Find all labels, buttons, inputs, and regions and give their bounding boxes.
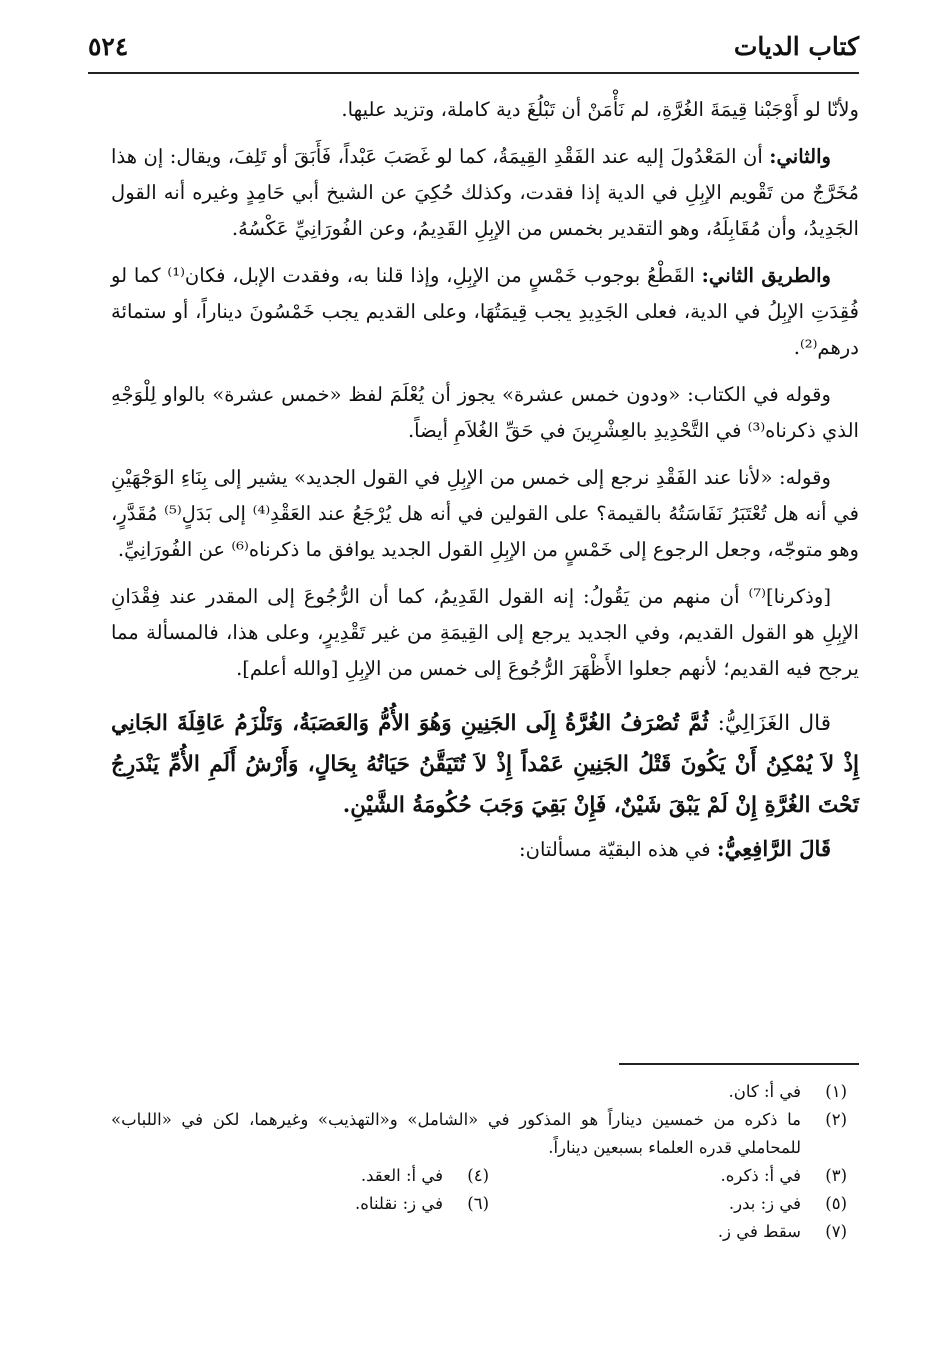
- ghazali-matn: [111, 703, 859, 826]
- footnote-number: (٥): [825, 1194, 847, 1213]
- paragraph: [111, 460, 859, 568]
- footnote-number: (٦): [467, 1194, 489, 1213]
- paragraph-lead: والثاني:: [769, 145, 831, 168]
- paragraph-text: وقوله في الكتاب: «ودون خمس عشرة» يجوز أن يُعْلَمَ لفظ «خمس عشرة» بالواو لِلْوَجْهِ الذي ذكرناه⁽³⁾ في التَّحْدِيدِ بالعِشْرِينَ في حَقِّ الغُلاَمِ أيضاً.: [111, 383, 859, 442]
- paragraph-text: أن المَعْدُولَ إليه عند الفَقْدِ القِيمَةُ، كما لو غَصَبَ عَبْداً، فَأَبَقَ أو تَلِفَ، ويقال: إن هذا مُخَرَّجٌ من تَقْويم الإبِلِ في الدية إذا فقدت، وكذلك حُكِيَ عن الشيخ أبي حَامِدٍ وغيره أنه القول الجَدِيدُ، وأن مُقَابِلَهُ، وهو التقدير بخمس من الإبِلِ القَدِيمُ، وعن الفُورَانِيِّ عَكْسُهُ.: [111, 145, 859, 240]
- footnote-text: في ز: نقلناه.: [355, 1194, 443, 1213]
- ghazali-lead: قال الغَزَالِيُّ:: [717, 711, 831, 736]
- footnote: [111, 1106, 847, 1162]
- paragraph-text: وقوله: «لأنا عند الفَقْدِ نرجع إلى خمس من الإبِلِ في القول الجديد» يشير إلى بِنَاءِ الوَجْهَيْنِ في أنه هل تُعْتَبَرُ نَفَاسَتُهُ بالقيمة؟ على القولين في أنه هل يُرْجَعُ عند العَقْدِ⁽⁴⁾ إلى بَدَلٍ⁽⁵⁾ مُقَدَّرٍ، وهو متوجّه، وجعل الرجوع إلى خَمْسٍ من الإبِلِ القول الجديد يوافق ما ذكرناه⁽⁶⁾ عن الفُورَانِيِّ.: [111, 466, 859, 561]
- paragraph: [111, 377, 859, 449]
- footnote: [111, 1218, 847, 1246]
- footnote-number: (٤): [467, 1166, 489, 1185]
- paragraph-lead: والطريق الثاني:: [701, 264, 831, 287]
- footnote-number: (١): [825, 1082, 847, 1101]
- footnote-number: (٧): [825, 1222, 847, 1241]
- footnote-text: في أ: ذكره.: [720, 1166, 801, 1185]
- footnote-text: في ز: بدر.: [728, 1194, 801, 1213]
- rafii-text: في هذه البقيّة مسألتان:: [518, 838, 717, 861]
- paragraph: [111, 258, 859, 366]
- footnote-number: (٢): [825, 1110, 847, 1129]
- rafii-sharh: [111, 830, 859, 869]
- ghazali-text: ثُمَّ تُصْرَفُ الغُرَّةُ إِلَى الجَنِينِ وَهُوَ الأُمُّ وَالعَصَبَةُ، وَتَلْزَمُ عَاقِلَةَ الجَانِي إِذْ لاَ يُمْكِنُ أَنْ يَكُونَ قَتْلُ الجَنِينِ عَمْداً إِذْ لاَ تُتَيَقَّنُ حَيَاتُهُ بِحَالٍ، وَأَرْشُ أَلَمِ الأُمِّ يَنْدَرِجُ تَحْتَ الغُرَّةِ إِنْ لَمْ يَبْقَ شَيْنٌ، فَإِنْ بَقِيَ وَجَبَ حُكُومَةُ الشَّيْنِ.: [111, 711, 859, 818]
- main-text: [111, 92, 859, 869]
- paragraph-text: [وذكرنا]⁽⁷⁾ أن منهم من يَقُولُ: إنه القول القَدِيمُ، كما أن الرُّجُوعَ إلى المقدر عند فِقْدَانِ الإبِلِ هو القول القديم، وفي الجديد يرجع إلى القِيمَةِ من غير تَقْدِيرٍ، وعلى هذا، فالمسألة مما يرجح فيه القديم؛ لأنهم جعلوا الأَظْهَرَ الرُّجُوعَ إلى خمس من الإبِلِ [والله أعلم].: [111, 585, 859, 680]
- book-title: كتاب الديات: [733, 32, 859, 61]
- paragraph-text: القَطْعُ بوجوب خَمْسٍ من الإبِلِ، وإذا قلنا به، وفقدت الإبل، فكان⁽¹⁾ كما لو فُقِدَتِ الإبِلُ في الدية، فعلى الجَدِيدِ يجب قِيمَتُهَا، وعلى القديم يجب خَمْسُونَ ديناراً، أو ستمائة درهم⁽²⁾.: [111, 264, 859, 359]
- footnote-number: (٣): [825, 1166, 847, 1185]
- paragraph: [111, 579, 859, 687]
- footnote: [489, 1190, 847, 1218]
- footnote-divider: [619, 1063, 859, 1065]
- footnote: [489, 1162, 847, 1190]
- footnote: [111, 1078, 847, 1106]
- page-number: ٥٢٤: [88, 32, 129, 61]
- footnote-text: ما ذكره من خمسين ديناراً هو المذكور في «الشامل» و«التهذيب» وغيرهما، لكن في «اللباب» للمحاملي قدره العلماء بسبعين ديناراً.: [111, 1110, 801, 1157]
- footnote-text: في أ: العقد.: [360, 1166, 443, 1185]
- footnote-row: [111, 1190, 847, 1218]
- footnote-text: سقط في ز.: [717, 1222, 801, 1241]
- footnote-row: [111, 1162, 847, 1190]
- footnote-text: في أ: كان.: [728, 1082, 801, 1101]
- running-header: [88, 28, 859, 74]
- footnote: [131, 1162, 489, 1190]
- paragraph-text: ولأنّا لو أَوْجَبْنا قِيمَةَ الغُرَّةِ، لم نَأْمَنْ أن تَبْلُغَ دية كاملة، وتزيد عليها.: [341, 98, 859, 121]
- footnote: [131, 1190, 489, 1218]
- footnotes: [111, 1078, 847, 1246]
- paragraph: [111, 139, 859, 247]
- rafii-lead: قَالَ الرَّافِعِيُّ:: [716, 836, 831, 861]
- paragraph: [111, 92, 859, 128]
